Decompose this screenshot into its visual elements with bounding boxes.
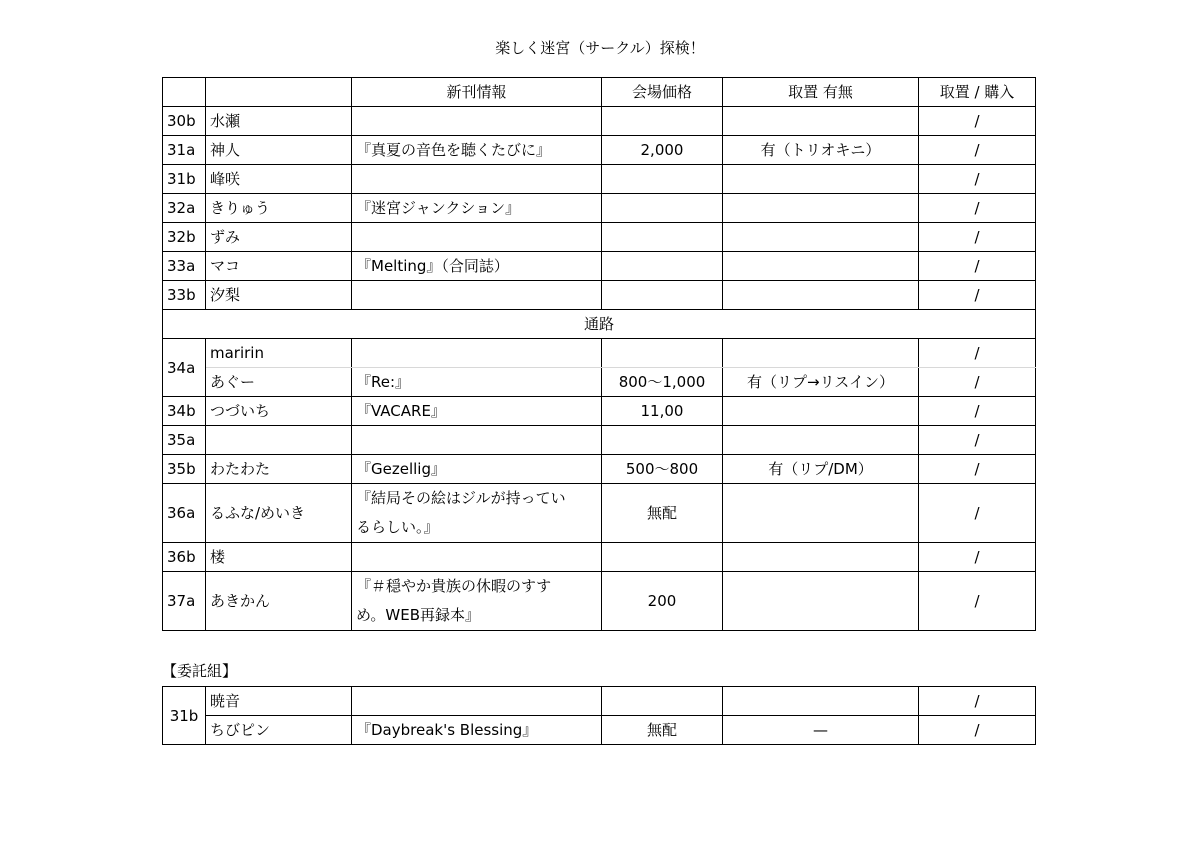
space-cell: 32a bbox=[163, 194, 206, 223]
new-info-cell bbox=[352, 165, 602, 194]
space-cell: 36b bbox=[163, 543, 206, 572]
new-info-cell bbox=[352, 223, 602, 252]
new-info-line: め。WEB再録本』 bbox=[356, 606, 481, 624]
table-row bbox=[163, 223, 1036, 252]
name-cell: つづいち bbox=[206, 397, 352, 426]
price-cell bbox=[602, 339, 723, 368]
hold-cell bbox=[723, 107, 919, 136]
new-info-cell bbox=[352, 484, 602, 543]
buy-cell: / bbox=[919, 194, 1036, 223]
new-info-cell bbox=[352, 426, 602, 455]
table-row bbox=[163, 426, 1036, 455]
new-info-line: 『結局その絵はジルが持ってい bbox=[356, 489, 566, 507]
table-row bbox=[163, 484, 1036, 543]
hold-cell bbox=[723, 252, 919, 281]
space-cell: 36a bbox=[163, 484, 206, 543]
name-cell: 暁音 bbox=[206, 687, 352, 716]
new-info-cell bbox=[352, 572, 602, 631]
hold-cell bbox=[723, 397, 919, 426]
price-cell bbox=[602, 543, 723, 572]
price-cell bbox=[602, 426, 723, 455]
space-cell: 31a bbox=[163, 136, 206, 165]
table-row bbox=[163, 281, 1036, 310]
name-cell: ずみ bbox=[206, 223, 352, 252]
hold-cell bbox=[723, 223, 919, 252]
name-cell: 水瀬 bbox=[206, 107, 352, 136]
space-cell: 32b bbox=[163, 223, 206, 252]
hold-cell bbox=[723, 484, 919, 543]
space-cell: 37a bbox=[163, 572, 206, 631]
price-cell: 無配 bbox=[602, 484, 723, 543]
hold-cell: 有（トリオキニ） bbox=[723, 136, 919, 165]
price-cell: 2,000 bbox=[602, 136, 723, 165]
aisle-label: 通路 bbox=[163, 310, 1036, 339]
table-row bbox=[163, 252, 1036, 281]
header-cell bbox=[163, 78, 206, 107]
name-cell: あぐー bbox=[206, 368, 352, 397]
buy-cell: / bbox=[919, 572, 1036, 631]
new-info-cell bbox=[352, 339, 602, 368]
header-buy: 取置 / 購入 bbox=[919, 78, 1036, 107]
name-cell: マコ bbox=[206, 252, 352, 281]
space-cell: 34b bbox=[163, 397, 206, 426]
buy-cell: / bbox=[919, 252, 1036, 281]
price-cell bbox=[602, 252, 723, 281]
trust-table bbox=[162, 686, 1036, 745]
buy-cell: / bbox=[919, 484, 1036, 543]
table-row bbox=[163, 397, 1036, 426]
name-cell bbox=[206, 426, 352, 455]
price-cell bbox=[602, 281, 723, 310]
space-cell: 34a bbox=[163, 339, 206, 397]
buy-cell: / bbox=[919, 107, 1036, 136]
header-row bbox=[163, 78, 1036, 107]
buy-cell: / bbox=[919, 339, 1036, 368]
buy-cell: / bbox=[919, 455, 1036, 484]
space-cell: 33b bbox=[163, 281, 206, 310]
name-cell: 神人 bbox=[206, 136, 352, 165]
buy-cell: / bbox=[919, 426, 1036, 455]
table-row bbox=[163, 136, 1036, 165]
hold-cell bbox=[723, 543, 919, 572]
header-cell bbox=[206, 78, 352, 107]
name-cell: ちびピン bbox=[206, 716, 352, 745]
circle-table bbox=[162, 77, 1036, 631]
table-row bbox=[163, 107, 1036, 136]
price-cell bbox=[602, 194, 723, 223]
hold-cell bbox=[723, 339, 919, 368]
table-row bbox=[163, 716, 1036, 745]
header-hold: 取置 有無 bbox=[723, 78, 919, 107]
name-cell: 汐梨 bbox=[206, 281, 352, 310]
price-cell bbox=[602, 107, 723, 136]
space-cell: 30b bbox=[163, 107, 206, 136]
buy-cell: / bbox=[919, 136, 1036, 165]
name-cell: 楼 bbox=[206, 543, 352, 572]
price-cell: 200 bbox=[602, 572, 723, 631]
new-info-cell bbox=[352, 543, 602, 572]
new-info-cell: 『VACARE』 bbox=[352, 397, 602, 426]
table-row bbox=[163, 543, 1036, 572]
new-info-line: るらしい。』 bbox=[356, 518, 439, 536]
new-info-cell: 『真夏の音色を聴くたびに』 bbox=[352, 136, 602, 165]
price-cell bbox=[602, 165, 723, 194]
table-row bbox=[163, 339, 1036, 368]
table-row bbox=[163, 687, 1036, 716]
buy-cell: / bbox=[919, 716, 1036, 745]
new-info-cell: 『迷宮ジャンクション』 bbox=[352, 194, 602, 223]
hold-cell bbox=[723, 572, 919, 631]
price-cell bbox=[602, 687, 723, 716]
new-info-cell bbox=[352, 687, 602, 716]
price-cell: 800～1,000 bbox=[602, 368, 723, 397]
new-info-cell: 『Daybreak's Blessing』 bbox=[352, 716, 602, 745]
hold-cell bbox=[723, 687, 919, 716]
buy-cell: / bbox=[919, 687, 1036, 716]
name-cell: わたわた bbox=[206, 455, 352, 484]
name-cell: きりゅう bbox=[206, 194, 352, 223]
name-cell: 峰咲 bbox=[206, 165, 352, 194]
table-row bbox=[163, 165, 1036, 194]
hold-cell bbox=[723, 281, 919, 310]
space-cell: 35a bbox=[163, 426, 206, 455]
name-cell: るふな/めいき bbox=[206, 484, 352, 543]
space-cell: 35b bbox=[163, 455, 206, 484]
new-info-cell bbox=[352, 107, 602, 136]
name-cell: maririn bbox=[206, 339, 352, 368]
hold-cell: — bbox=[723, 716, 919, 745]
buy-cell: / bbox=[919, 368, 1036, 397]
price-cell: 11,00 bbox=[602, 397, 723, 426]
hold-cell bbox=[723, 426, 919, 455]
buy-cell: / bbox=[919, 543, 1036, 572]
buy-cell: / bbox=[919, 223, 1036, 252]
header-new-info: 新刊情報 bbox=[352, 78, 602, 107]
space-cell: 31b bbox=[163, 165, 206, 194]
price-cell: 無配 bbox=[602, 716, 723, 745]
table-row bbox=[163, 194, 1036, 223]
new-info-cell: 『Melting』（合同誌） bbox=[352, 252, 602, 281]
hold-cell: 有（リプ→リスイン） bbox=[723, 368, 919, 397]
page-title: 楽しく迷宮（サークル）探検！ bbox=[495, 39, 705, 57]
table-row bbox=[163, 455, 1036, 484]
hold-cell bbox=[723, 165, 919, 194]
table-row bbox=[163, 572, 1036, 631]
hold-cell bbox=[723, 194, 919, 223]
new-info-cell: 『Gezellig』 bbox=[352, 455, 602, 484]
aisle-row bbox=[163, 310, 1036, 339]
table-row bbox=[163, 368, 1036, 397]
price-cell bbox=[602, 223, 723, 252]
space-cell: 33a bbox=[163, 252, 206, 281]
buy-cell: / bbox=[919, 165, 1036, 194]
price-cell: 500～800 bbox=[602, 455, 723, 484]
hold-cell: 有（リプ/DM） bbox=[723, 455, 919, 484]
space-cell: 31b bbox=[163, 687, 206, 745]
new-info-cell bbox=[352, 281, 602, 310]
buy-cell: / bbox=[919, 281, 1036, 310]
trust-section-label: 【委託組】 bbox=[162, 662, 238, 680]
header-price: 会場価格 bbox=[602, 78, 723, 107]
name-cell: あきかん bbox=[206, 572, 352, 631]
new-info-cell: 『Re:』 bbox=[352, 368, 602, 397]
buy-cell: / bbox=[919, 397, 1036, 426]
new-info-line: 『＃穏やか貴族の休暇のすす bbox=[356, 577, 552, 595]
